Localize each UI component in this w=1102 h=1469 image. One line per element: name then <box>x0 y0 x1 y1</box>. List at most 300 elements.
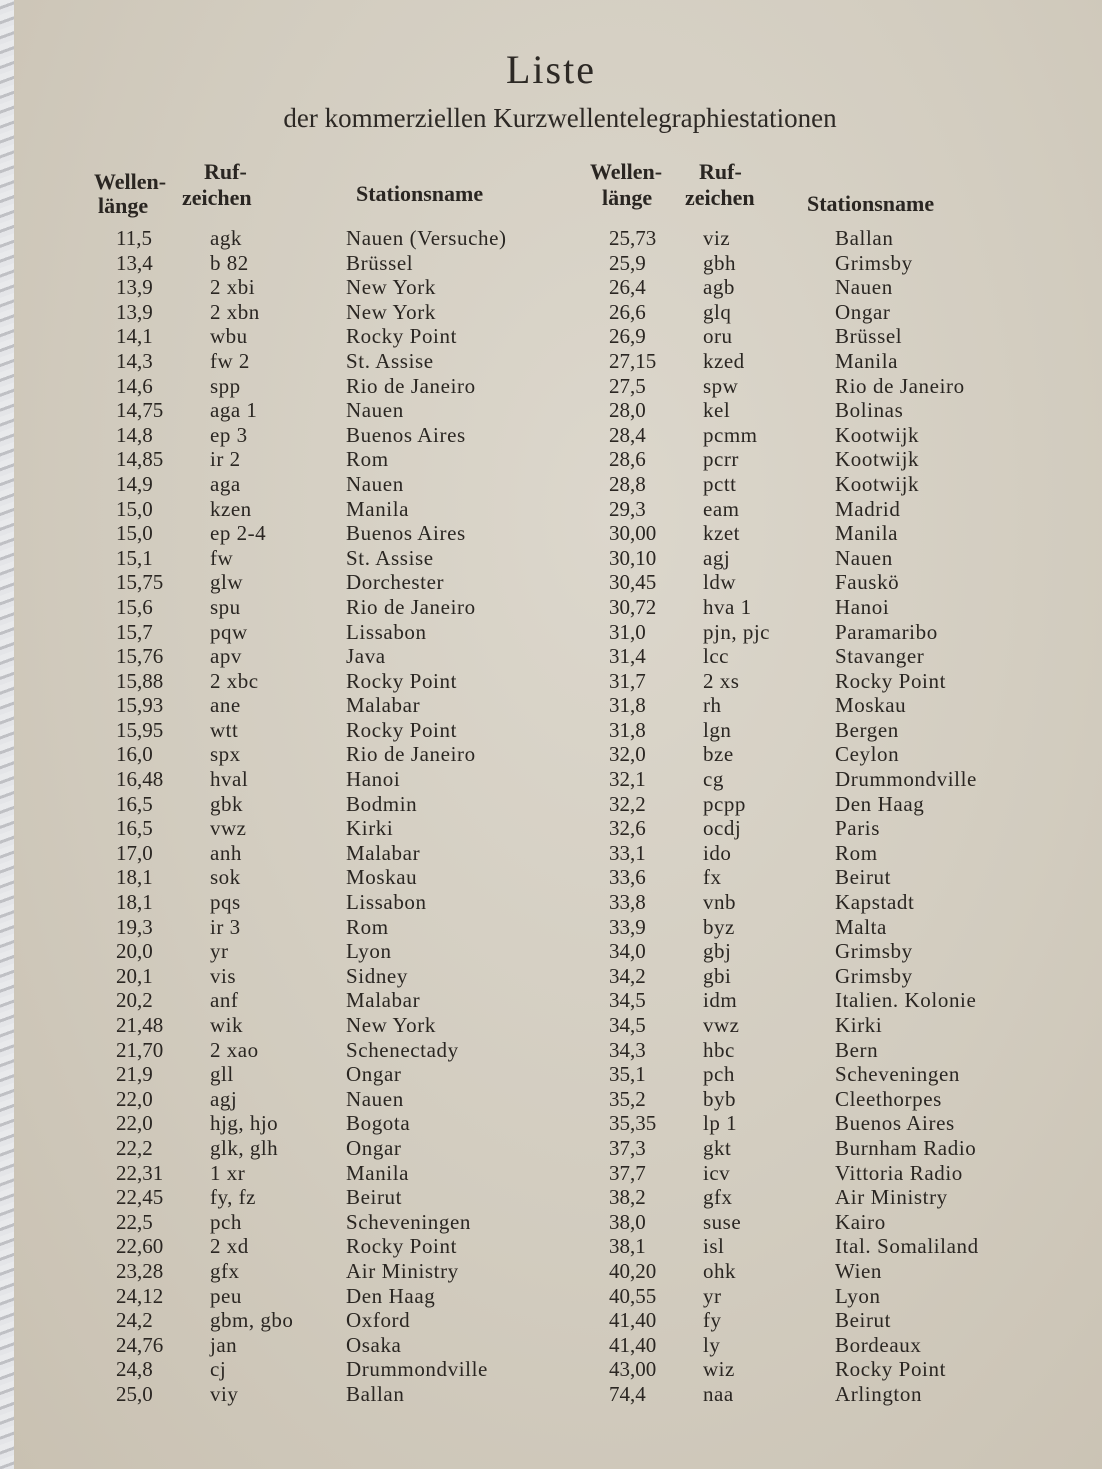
station-name-cell: Nauen <box>835 545 893 570</box>
callsign-cell: ir 2 <box>210 447 241 472</box>
wavelength-cell: 28,6 <box>609 447 646 472</box>
callsign-cell: anh <box>210 840 242 865</box>
station-name-cell: Den Haag <box>835 791 925 816</box>
station-name-cell: Kirki <box>835 1013 883 1037</box>
station-name-cell: Bogota <box>346 1111 411 1136</box>
callsign-cell: byb <box>703 1086 736 1111</box>
wavelength-cell: 15,0 <box>116 496 153 521</box>
wavelength-cell: 20,0 <box>116 939 153 964</box>
callsign-cell: fy <box>703 1308 722 1333</box>
callsign-cell: ido <box>703 840 732 865</box>
station-name-cell: Manila <box>346 1160 410 1185</box>
station-name-cell: Buenos Aires <box>835 1111 955 1136</box>
callsign-cell: byz <box>703 914 735 939</box>
station-name-cell: Kootwijk <box>835 471 920 496</box>
wavelength-cell: 34,0 <box>609 939 646 964</box>
wavelength-cell: 34,5 <box>609 1013 646 1037</box>
wavelength-cell: 21,70 <box>116 1037 164 1062</box>
callsign-cell: hva 1 <box>703 594 752 619</box>
station-name-cell: New York <box>346 275 436 300</box>
wavelength-cell: 38,2 <box>609 1185 646 1210</box>
callsign-cell: fy, fz <box>210 1185 256 1210</box>
station-name-cell: Hanoi <box>835 594 890 619</box>
callsign-cell: peu <box>210 1283 242 1308</box>
callsign-cell: viy <box>210 1381 239 1406</box>
station-name-cell: Grimsby <box>835 939 913 964</box>
header-callsign-line2: zeichen <box>685 185 755 210</box>
callsign-cell: gbh <box>703 250 736 275</box>
station-name-cell: Rocky Point <box>346 324 458 349</box>
callsign-cell: spw <box>703 373 739 398</box>
station-name-cell: Buenos Aires <box>346 521 466 546</box>
callsign-cell: lgn <box>703 717 732 742</box>
station-name-cell: Drummondville <box>346 1357 488 1382</box>
callsign-cell: ep 2-4 <box>210 521 267 546</box>
wavelength-cell: 16,5 <box>116 816 153 841</box>
station-name-cell: Bolinas <box>835 398 904 423</box>
wavelength-cell: 40,20 <box>609 1258 657 1283</box>
station-name-cell: Lyon <box>835 1283 881 1308</box>
callsign-cell: jan <box>210 1332 238 1357</box>
wavelength-cell: 38,0 <box>609 1209 646 1234</box>
callsign-cell: wiz <box>703 1357 735 1382</box>
wavelength-cell: 22,5 <box>116 1209 153 1234</box>
wavelength-cell: 15,95 <box>116 717 164 742</box>
callsign-cell: fx <box>703 865 722 890</box>
wavelength-cell: 16,0 <box>116 742 153 767</box>
wavelength-cell: 33,1 <box>609 840 646 865</box>
callsign-cell: kel <box>703 398 731 423</box>
station-name-cell: Italien. Kolonie <box>835 988 977 1013</box>
callsign-cell: viz <box>703 226 731 250</box>
callsign-cell: bze <box>703 742 734 767</box>
wavelength-cell: 15,6 <box>116 594 153 619</box>
station-name-cell: Malta <box>835 914 887 939</box>
wavelength-cell: 40,55 <box>609 1283 657 1308</box>
wavelength-cell: 35,2 <box>609 1086 646 1111</box>
header-callsign-line1: Ruf- <box>204 159 247 184</box>
callsign-cell: gkt <box>703 1135 732 1160</box>
station-name-cell: Java <box>346 644 386 669</box>
callsign-cell: vnb <box>703 890 736 915</box>
wavelength-cell: 31,7 <box>609 668 646 693</box>
wavelength-cell: 14,3 <box>116 348 153 373</box>
wavelength-cell: 22,2 <box>116 1135 153 1160</box>
callsign-cell: pcrr <box>703 447 739 472</box>
wavelength-cell: 24,2 <box>116 1308 153 1333</box>
callsign-cell: yr <box>703 1283 722 1308</box>
station-name-cell: Bergen <box>835 717 899 742</box>
callsign-cell: pqs <box>210 890 241 915</box>
callsign-cell: kzed <box>703 348 745 373</box>
callsign-cell: spu <box>210 594 241 619</box>
station-name-cell: Schenectady <box>346 1037 459 1062</box>
callsign-cell: ohk <box>703 1258 736 1283</box>
wavelength-cell: 22,60 <box>116 1234 164 1259</box>
wavelength-cell: 15,7 <box>116 619 153 644</box>
callsign-cell: ane <box>210 693 241 718</box>
station-name-cell: Dorchester <box>346 570 445 595</box>
station-name-cell: Lyon <box>346 939 392 964</box>
wavelength-cell: 43,00 <box>609 1357 657 1382</box>
wavelength-cell: 38,1 <box>609 1234 646 1259</box>
callsign-cell: yr <box>210 939 229 964</box>
wavelength-cell: 15,93 <box>116 693 164 718</box>
station-name-cell: Ballan <box>835 226 894 250</box>
wavelength-cell: 32,1 <box>609 767 646 792</box>
callsign-cell: hval <box>210 767 249 792</box>
header-station-name: Stationsname <box>807 191 935 216</box>
callsign-cell: ep 3 <box>210 422 248 447</box>
wavelength-cell: 16,48 <box>116 767 164 792</box>
callsign-cell: 2 xbi <box>210 275 256 300</box>
station-name-cell: Rio de Janeiro <box>835 373 965 398</box>
station-name-cell: Drummondville <box>835 767 977 792</box>
station-name-cell: Rocky Point <box>835 1357 947 1382</box>
wavelength-cell: 37,3 <box>609 1135 646 1160</box>
callsign-cell: 2 xao <box>210 1037 259 1062</box>
wavelength-cell: 25,9 <box>609 250 646 275</box>
callsign-cell: ocdj <box>703 816 742 841</box>
wavelength-cell: 30,72 <box>609 594 657 619</box>
callsign-cell: 2 xs <box>703 668 740 693</box>
station-name-cell: Kairo <box>835 1209 886 1234</box>
station-name-cell: Brüssel <box>835 324 903 349</box>
station-name-cell: Burnham Radio <box>835 1135 977 1160</box>
station-name-cell: Grimsby <box>835 250 913 275</box>
wavelength-cell: 13,9 <box>116 275 153 300</box>
callsign-cell: cg <box>703 767 724 792</box>
wavelength-cell: 13,9 <box>116 299 153 324</box>
station-name-cell: Bordeaux <box>835 1332 922 1357</box>
station-name-cell: Wien <box>835 1258 883 1283</box>
station-name-cell: Bodmin <box>346 791 418 816</box>
callsign-cell: gbm, gbo <box>210 1308 294 1333</box>
wavelength-cell: 24,76 <box>116 1332 164 1357</box>
station-name-cell: Nauen <box>346 398 404 423</box>
callsign-cell: rh <box>703 693 722 718</box>
wavelength-cell: 33,8 <box>609 890 646 915</box>
station-name-cell: Moskau <box>346 865 418 890</box>
wavelength-cell: 25,0 <box>116 1381 153 1406</box>
wavelength-cell: 24,12 <box>116 1283 164 1308</box>
header-wavelength-line2: länge <box>602 185 653 210</box>
wavelength-cell: 30,00 <box>609 521 657 546</box>
station-name-cell: Ongar <box>835 299 891 324</box>
station-name-cell: Ceylon <box>835 742 900 767</box>
wavelength-cell: 27,15 <box>609 348 657 373</box>
wavelength-cell: 11,5 <box>116 226 152 250</box>
callsign-cell: suse <box>703 1209 742 1234</box>
station-name-cell: Lissabon <box>346 619 427 644</box>
wavelength-cell: 28,0 <box>609 398 646 423</box>
callsign-cell: pctt <box>703 471 737 496</box>
station-name-cell: Lissabon <box>346 890 427 915</box>
wavelength-cell: 21,9 <box>116 1062 153 1087</box>
callsign-cell: vis <box>210 963 237 988</box>
station-name-cell: New York <box>346 299 436 324</box>
wavelength-cell: 22,0 <box>116 1086 153 1111</box>
station-name-cell: Beirut <box>346 1185 403 1210</box>
wavelength-cell: 37,7 <box>609 1160 646 1185</box>
header-station-name: Stationsname <box>356 181 484 206</box>
wavelength-cell: 14,85 <box>116 447 164 472</box>
wavelength-cell: 31,8 <box>609 717 646 742</box>
callsign-cell: isl <box>703 1234 725 1259</box>
station-name-cell: Kootwijk <box>835 422 920 447</box>
callsign-cell: kzen <box>210 496 252 521</box>
station-name-cell: Arlington <box>835 1381 923 1406</box>
wavelength-cell: 31,0 <box>609 619 646 644</box>
callsign-cell: naa <box>703 1381 734 1406</box>
callsign-cell: spp <box>210 373 241 398</box>
page-subtitle: der kommerziellen Kurzwellentelegraphiestationen <box>283 103 837 133</box>
wavelength-cell: 19,3 <box>116 914 153 939</box>
station-name-cell: Malabar <box>346 693 421 718</box>
wavelength-cell: 33,9 <box>609 914 646 939</box>
station-name-cell: Rom <box>835 840 878 865</box>
wavelength-cell: 25,73 <box>609 226 657 250</box>
wavelength-cell: 14,6 <box>116 373 153 398</box>
station-name-cell: Hanoi <box>346 767 401 792</box>
station-name-cell: Rio de Janeiro <box>346 594 476 619</box>
wavelength-cell: 35,1 <box>609 1062 646 1087</box>
station-name-cell: Scheveningen <box>835 1062 960 1087</box>
callsign-cell: sok <box>210 865 241 890</box>
callsign-cell: pqw <box>210 619 248 644</box>
station-name-cell: Manila <box>835 521 899 546</box>
wavelength-cell: 15,76 <box>116 644 164 669</box>
wavelength-cell: 17,0 <box>116 840 153 865</box>
wavelength-cell: 22,31 <box>116 1160 164 1185</box>
wavelength-cell: 18,1 <box>116 865 153 890</box>
callsign-cell: ir 3 <box>210 914 241 939</box>
station-name-cell: Vittoria Radio <box>835 1160 963 1185</box>
callsign-cell: cj <box>210 1357 227 1382</box>
callsign-cell: gfx <box>210 1258 240 1283</box>
station-name-cell: Ital. Somaliland <box>835 1234 979 1259</box>
callsign-cell: lcc <box>703 644 729 669</box>
wavelength-cell: 14,1 <box>116 324 153 349</box>
callsign-cell: wbu <box>210 324 248 349</box>
station-name-cell: Rio de Janeiro <box>346 373 476 398</box>
station-name-cell: Paramaribo <box>835 619 938 644</box>
station-name-cell: Fauskö <box>835 570 900 595</box>
header-callsign-line2: zeichen <box>182 185 252 210</box>
callsign-cell: 2 xbn <box>210 299 260 324</box>
station-name-cell: Malabar <box>346 840 421 865</box>
callsign-cell: pcmm <box>703 422 758 447</box>
wavelength-cell: 32,2 <box>609 791 646 816</box>
wavelength-cell: 32,0 <box>609 742 646 767</box>
wavelength-cell: 20,1 <box>116 963 153 988</box>
wavelength-cell: 29,3 <box>609 496 646 521</box>
station-name-cell: Nauen <box>835 275 893 300</box>
callsign-cell: idm <box>703 988 738 1013</box>
wavelength-cell: 13,4 <box>116 250 153 275</box>
callsign-cell: eam <box>703 496 740 521</box>
page-title: Liste <box>506 47 596 92</box>
wavelength-cell: 34,2 <box>609 963 646 988</box>
callsign-cell: ly <box>703 1332 721 1357</box>
wavelength-cell: 26,9 <box>609 324 646 349</box>
station-name-cell: Nauen <box>346 471 404 496</box>
wavelength-cell: 15,88 <box>116 668 164 693</box>
callsign-cell: fw <box>210 545 234 570</box>
station-name-cell: Air Ministry <box>346 1258 459 1283</box>
station-name-cell: Rocky Point <box>346 1234 458 1259</box>
callsign-cell: gbi <box>703 963 732 988</box>
wavelength-cell: 26,6 <box>609 299 646 324</box>
station-name-cell: Ongar <box>346 1062 402 1087</box>
callsign-cell: gfx <box>703 1185 733 1210</box>
callsign-cell: icv <box>703 1160 731 1185</box>
callsign-cell: glw <box>210 570 243 595</box>
station-name-cell: Brüssel <box>346 250 414 275</box>
callsign-cell: fw 2 <box>210 348 250 373</box>
callsign-cell: agb <box>703 275 735 300</box>
station-name-cell: St. Assise <box>346 545 434 570</box>
callsign-cell: vwz <box>210 816 247 841</box>
callsign-cell: b 82 <box>210 250 249 275</box>
station-name-cell: Rocky Point <box>346 668 458 693</box>
callsign-cell: hjg, hjo <box>210 1111 279 1136</box>
wavelength-cell: 27,5 <box>609 373 646 398</box>
station-name-cell: Kapstadt <box>835 890 915 915</box>
station-name-cell: Ongar <box>346 1135 402 1160</box>
station-name-cell: Rio de Janeiro <box>346 742 476 767</box>
wavelength-cell: 41,40 <box>609 1308 657 1333</box>
callsign-cell: kzet <box>703 521 740 546</box>
wavelength-cell: 35,35 <box>609 1111 657 1136</box>
callsign-cell: glq <box>703 299 732 324</box>
wavelength-cell: 32,6 <box>609 816 646 841</box>
station-name-cell: Rom <box>346 914 389 939</box>
callsign-cell: hbc <box>703 1037 735 1062</box>
station-name-cell: Oxford <box>346 1308 411 1333</box>
callsign-cell: lp 1 <box>703 1111 738 1136</box>
callsign-cell: gbj <box>703 939 732 964</box>
wavelength-cell: 14,8 <box>116 422 153 447</box>
wavelength-cell: 20,2 <box>116 988 153 1013</box>
station-name-cell: Bern <box>835 1037 879 1062</box>
station-name-cell: Cleethorpes <box>835 1086 942 1111</box>
station-name-cell: Manila <box>346 496 410 521</box>
wavelength-cell: 41,40 <box>609 1332 657 1357</box>
station-name-cell: Kirki <box>346 816 394 841</box>
wavelength-cell: 23,28 <box>116 1258 164 1283</box>
wavelength-cell: 18,1 <box>116 890 153 915</box>
station-name-cell: Nauen <box>346 1086 404 1111</box>
wavelength-cell: 15,75 <box>116 570 164 595</box>
station-name-cell: St. Assise <box>346 348 434 373</box>
station-name-cell: Ballan <box>346 1381 405 1406</box>
wavelength-cell: 31,8 <box>609 693 646 718</box>
callsign-cell: 2 xd <box>210 1234 249 1259</box>
station-name-cell: Rocky Point <box>835 668 947 693</box>
callsign-cell: oru <box>703 324 733 349</box>
station-name-cell: Malabar <box>346 988 421 1013</box>
callsign-cell: anf <box>210 988 239 1013</box>
callsign-cell: 1 xr <box>210 1160 246 1185</box>
callsign-cell: wik <box>210 1013 243 1037</box>
station-name-cell: Grimsby <box>835 963 913 988</box>
callsign-cell: agj <box>210 1086 238 1111</box>
station-name-cell: Beirut <box>835 865 892 890</box>
station-name-cell: Moskau <box>835 693 907 718</box>
wavelength-cell: 24,8 <box>116 1357 153 1382</box>
callsign-cell: pcpp <box>703 791 746 816</box>
wavelength-cell: 14,75 <box>116 398 164 423</box>
header-wavelength-line1: Wellen- <box>590 159 663 184</box>
wavelength-cell: 22,0 <box>116 1111 153 1136</box>
callsign-cell: aga 1 <box>210 398 258 423</box>
callsign-cell: pch <box>703 1062 735 1087</box>
station-name-cell: Kootwijk <box>835 447 920 472</box>
callsign-cell: agk <box>210 226 242 250</box>
station-name-cell: Rom <box>346 447 389 472</box>
wavelength-cell: 14,9 <box>116 471 153 496</box>
callsign-cell: aga <box>210 471 241 496</box>
wavelength-cell: 28,8 <box>609 471 646 496</box>
station-name-cell: Nauen (Versuche) <box>346 226 507 250</box>
station-name-cell: Madrid <box>835 496 901 521</box>
station-name-cell: Air Ministry <box>835 1185 948 1210</box>
callsign-cell: pjn, pjc <box>703 619 770 644</box>
wavelength-cell: 28,4 <box>609 422 646 447</box>
station-name-cell: Buenos Aires <box>346 422 466 447</box>
station-name-cell: Den Haag <box>346 1283 436 1308</box>
wavelength-cell: 15,0 <box>116 521 153 546</box>
station-name-cell: New York <box>346 1013 436 1037</box>
wavelength-cell: 30,10 <box>609 545 657 570</box>
wavelength-cell: 34,3 <box>609 1037 646 1062</box>
callsign-cell: agj <box>703 545 731 570</box>
station-name-cell: Scheveningen <box>346 1209 471 1234</box>
header-wavelength-line1: Wellen- <box>94 169 167 194</box>
header-callsign-line1: Ruf- <box>699 159 742 184</box>
wavelength-cell: 16,5 <box>116 791 153 816</box>
station-name-cell: Osaka <box>346 1332 402 1357</box>
station-name-cell: Manila <box>835 348 899 373</box>
wavelength-cell: 34,5 <box>609 988 646 1013</box>
wavelength-cell: 33,6 <box>609 865 646 890</box>
wavelength-cell: 31,4 <box>609 644 646 669</box>
wavelength-cell: 30,45 <box>609 570 657 595</box>
callsign-cell: 2 xbc <box>210 668 259 693</box>
wavelength-cell: 21,48 <box>116 1013 164 1037</box>
callsign-cell: wtt <box>210 717 239 742</box>
station-name-cell: Sidney <box>346 963 408 988</box>
header-wavelength-line2: länge <box>98 193 149 218</box>
callsign-cell: gbk <box>210 791 243 816</box>
wavelength-cell: 26,4 <box>609 275 646 300</box>
station-name-cell: Beirut <box>835 1308 892 1333</box>
callsign-cell: apv <box>210 644 242 669</box>
callsign-cell: spx <box>210 742 241 767</box>
wavelength-cell: 74,4 <box>609 1381 646 1406</box>
wavelength-cell: 15,1 <box>116 545 153 570</box>
callsign-cell: ldw <box>703 570 736 595</box>
station-name-cell: Stavanger <box>835 644 925 669</box>
wavelength-cell: 22,45 <box>116 1185 164 1210</box>
callsign-cell: glk, glh <box>210 1135 279 1160</box>
callsign-cell: vwz <box>703 1013 740 1037</box>
callsign-cell: pch <box>210 1209 242 1234</box>
station-name-cell: Rocky Point <box>346 717 458 742</box>
callsign-cell: gll <box>210 1062 234 1087</box>
station-name-cell: Paris <box>835 816 880 841</box>
